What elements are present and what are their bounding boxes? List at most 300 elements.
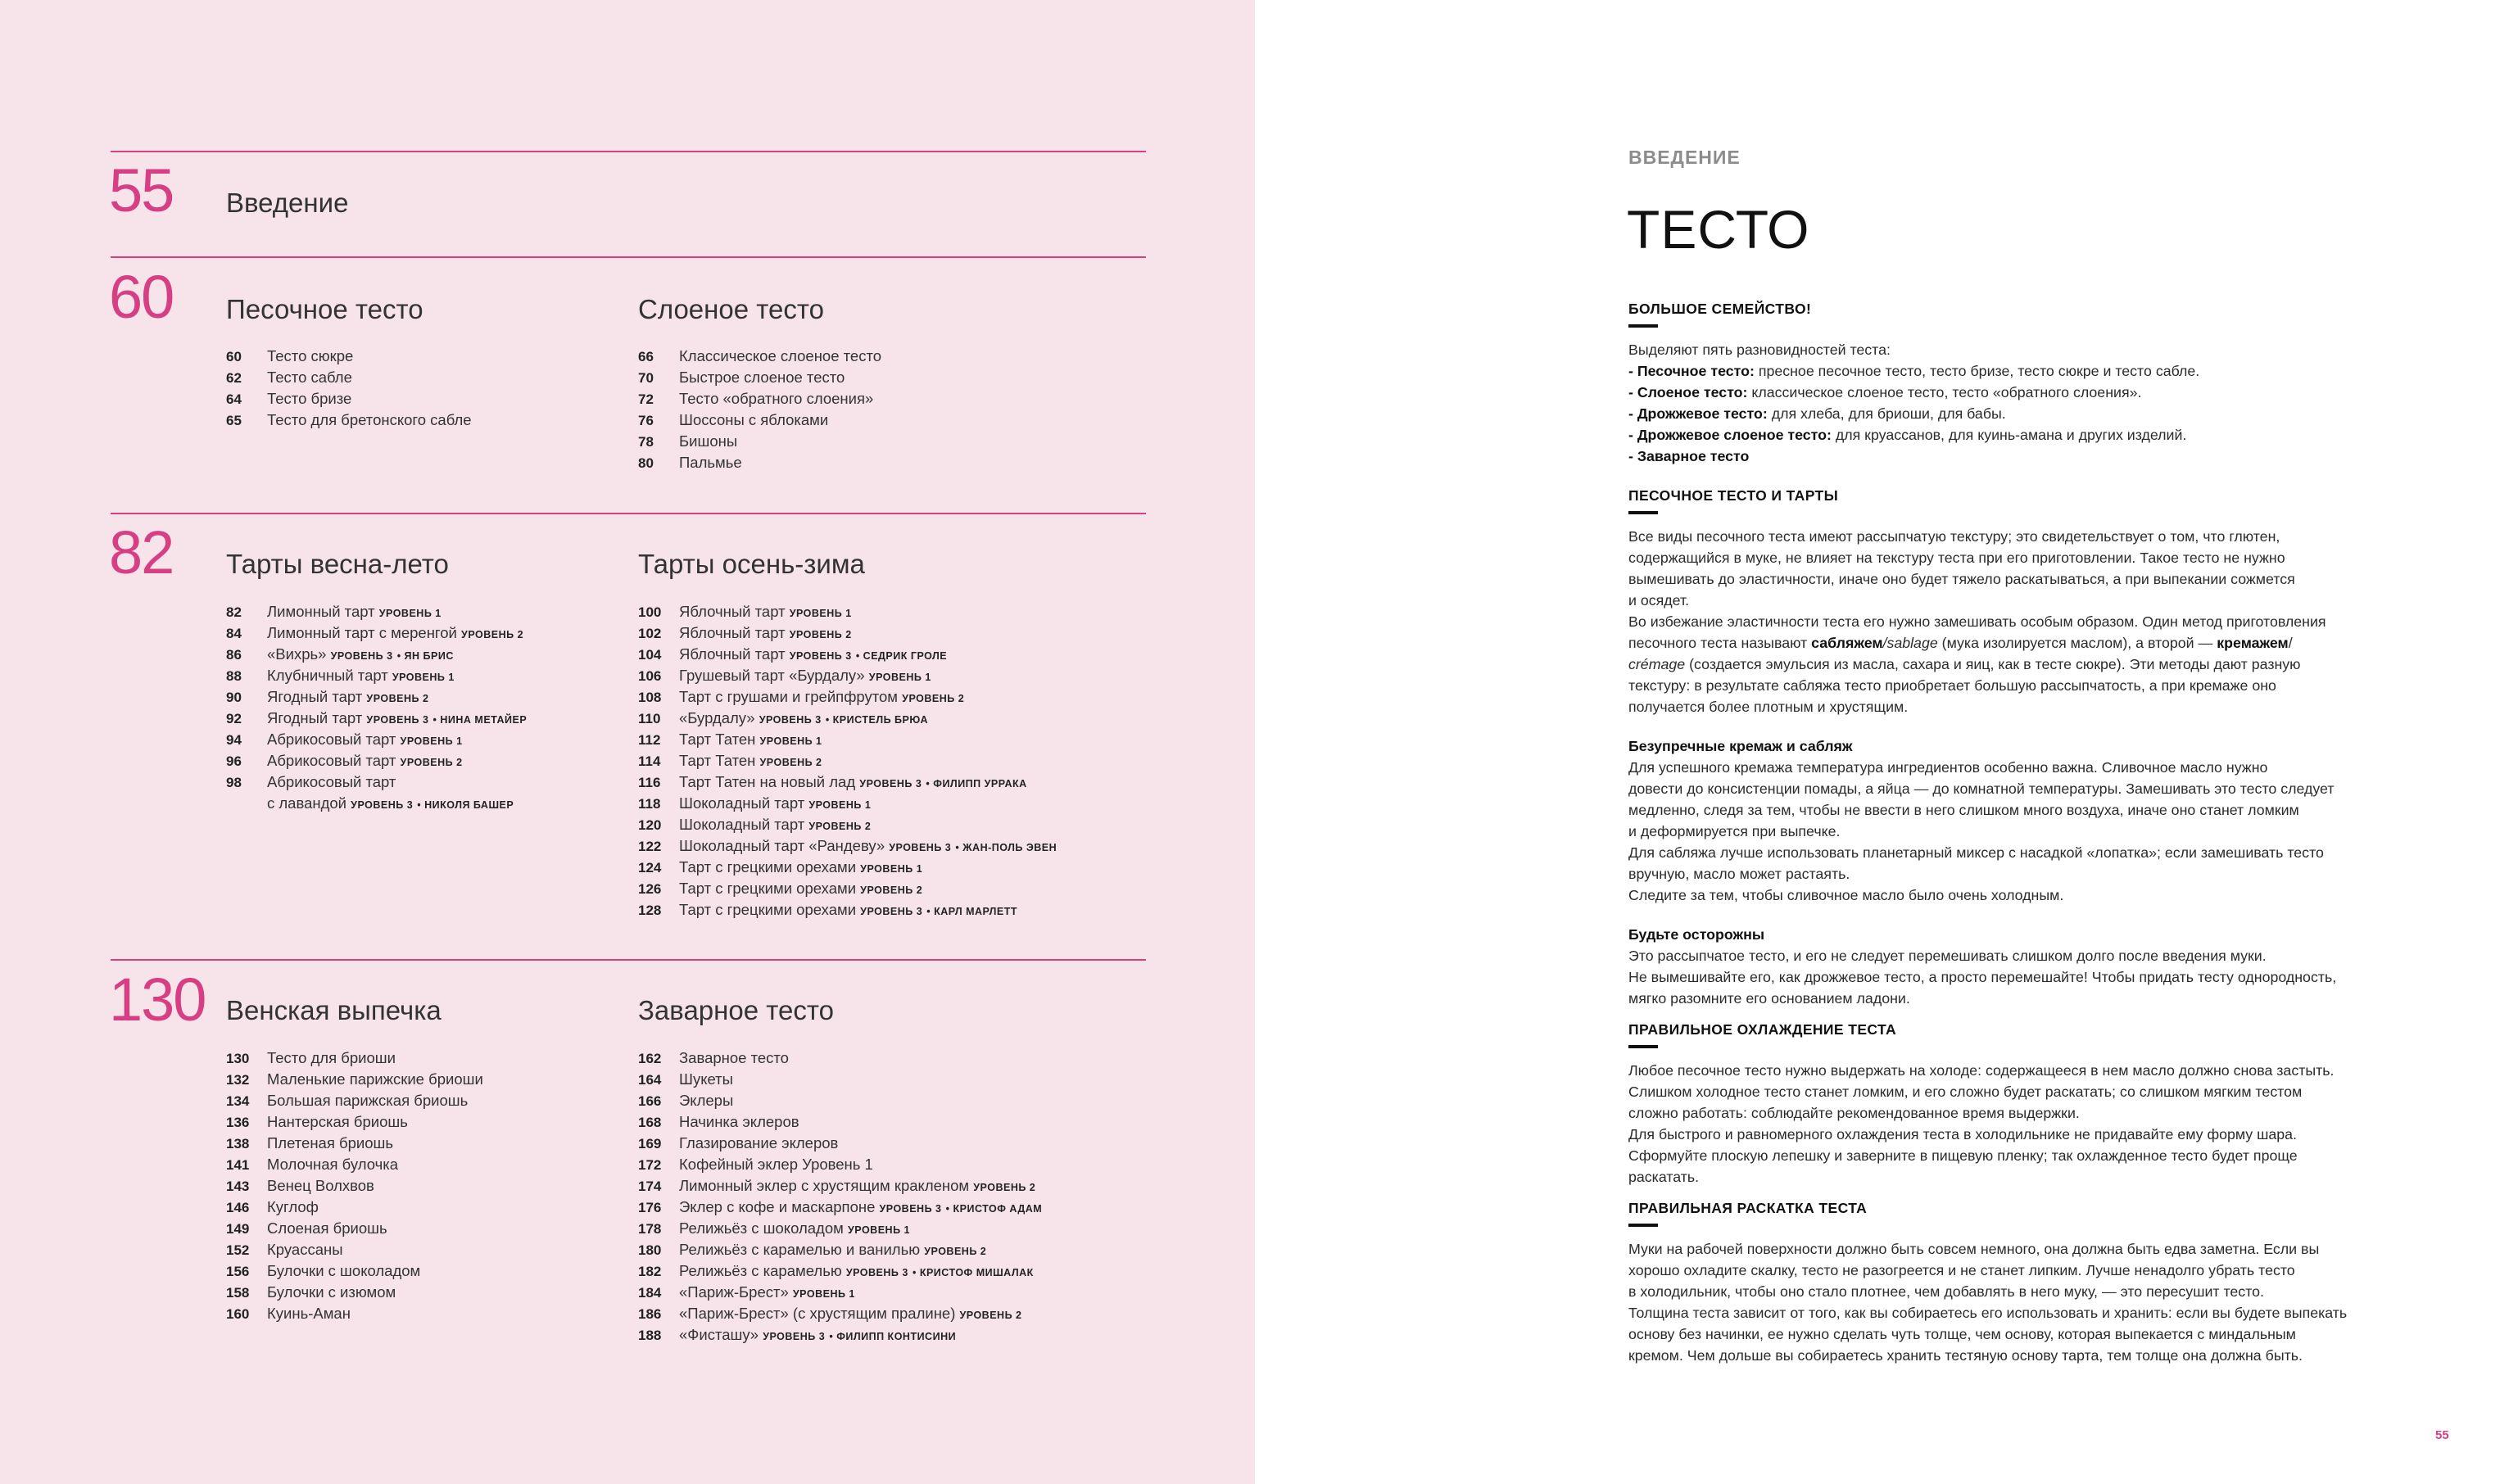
toc-entry-title: Тесто для бриоши bbox=[267, 1049, 396, 1066]
toc-author: • НИНА МЕТАЙЕР bbox=[432, 714, 528, 726]
toc-level-badge: УРОВЕНЬ 2 bbox=[400, 757, 463, 768]
toc-page-number: 166 bbox=[638, 1093, 662, 1109]
toc-page-number: 118 bbox=[638, 796, 661, 812]
toc-page-number: 104 bbox=[638, 647, 662, 663]
toc-page-number: 158 bbox=[226, 1285, 250, 1301]
paragraph-line: сложно работать: соблюдайте рекомендованное время выдержки. bbox=[1628, 1105, 2080, 1121]
toc-entry[interactable] bbox=[638, 367, 881, 388]
toc-entry-title: Нантерская бриошь bbox=[267, 1113, 408, 1130]
toc-level-badge: УРОВЕНЬ 1 bbox=[868, 672, 931, 683]
toc-level-badge: УРОВЕНЬ 1 bbox=[378, 608, 442, 619]
article-title: ТЕСТО bbox=[1627, 199, 1810, 260]
toc-entry-title: Куинь-Аман bbox=[267, 1305, 351, 1322]
toc-page-number: 136 bbox=[226, 1115, 250, 1130]
toc-entry-title: Шоколадный тарт bbox=[679, 816, 805, 833]
paragraph-line: получается более плотным и хрустящим. bbox=[1628, 699, 1909, 715]
toc-author: • НИКОЛЯ БАШЕР bbox=[417, 799, 514, 811]
toc-author: • СЕДРИК ГРОЛЕ bbox=[855, 650, 948, 662]
toc-level-badge: УРОВЕНЬ 1 bbox=[860, 863, 923, 875]
paragraph-line: содержащийся в муке, не влияет на текстуру теста при его приготовлении. Такое тесто не нужно bbox=[1628, 550, 2285, 566]
paragraph-line: Слишком холодное тесто станет ломким, и его сложно будет раскатать; со слишком мягким тестом bbox=[1628, 1084, 2303, 1100]
paragraph-line: вручную, масло может растаять. bbox=[1628, 866, 1850, 882]
toc-entry-title: Ягодный тарт bbox=[267, 688, 363, 705]
subheading-cremage: Безупречные кремаж и сабляж bbox=[1628, 738, 1853, 754]
toc-author: • ФИЛИПП УРРАКА bbox=[926, 778, 1027, 790]
toc-entry-title: Куглоф bbox=[267, 1198, 319, 1215]
toc-level-badge: УРОВЕНЬ 3 bbox=[845, 1267, 908, 1278]
toc-page-number: 124 bbox=[638, 860, 662, 875]
toc-entry-title: Быстрое слоеное тесто bbox=[679, 369, 845, 386]
toc-level-badge: УРОВЕНЬ 2 bbox=[959, 1310, 1022, 1321]
toc-page-number: 90 bbox=[226, 690, 242, 705]
toc-entry-title: Яблочный тарт bbox=[679, 624, 786, 641]
toc-entry-title: Шукеты bbox=[679, 1070, 733, 1088]
heading-rolling: ПРАВИЛЬНАЯ РАСКАТКА ТЕСТА bbox=[1628, 1200, 1868, 1216]
toc-level-badge: УРОВЕНЬ 1 bbox=[392, 672, 455, 683]
heading-underline bbox=[1628, 324, 1658, 328]
toc-entry[interactable] bbox=[638, 1111, 1042, 1133]
toc-page-number: 72 bbox=[638, 391, 654, 407]
toc-page-number: 128 bbox=[638, 903, 662, 918]
toc-page-number: 78 bbox=[638, 434, 654, 450]
toc-page-number: 178 bbox=[638, 1221, 662, 1237]
toc-level-badge: УРОВЕНЬ 1 bbox=[808, 799, 872, 811]
heading-shortcrust: ПЕСОЧНОЕ ТЕСТО И ТАРТЫ bbox=[1628, 487, 1839, 504]
toc-list-autumn bbox=[638, 601, 1057, 921]
toc-entry[interactable] bbox=[226, 622, 527, 644]
toc-page-number: 88 bbox=[226, 668, 242, 684]
section-title-spring[interactable]: Тарты весна-лето bbox=[226, 549, 449, 579]
toc-level-badge: УРОВЕНЬ 2 bbox=[366, 693, 429, 704]
paragraph-line: Любое песочное тесто нужно выдержать на холоде: содержащееся в нем масло должно снова застыть. bbox=[1628, 1062, 2335, 1079]
toc-entry[interactable] bbox=[638, 708, 1057, 729]
toc-entry-title: Яблочный тарт bbox=[679, 603, 786, 620]
toc-page-number: 94 bbox=[226, 732, 242, 748]
toc-entry-title: Абрикосовый тарт bbox=[267, 773, 396, 790]
toc-entry[interactable] bbox=[638, 1175, 1042, 1197]
toc-page-number: 108 bbox=[638, 690, 662, 705]
toc-page-number: 120 bbox=[638, 817, 662, 833]
paragraph-line: Все виды песочного теста имеют рассыпчатую текстуру; это свидетельствует о том, что глютен, bbox=[1628, 528, 2280, 545]
paragraph bbox=[1628, 1060, 2415, 1188]
toc-entry[interactable] bbox=[226, 1047, 483, 1069]
toc-entry-title: Тесто бризе bbox=[267, 390, 352, 407]
toc-page-number: 64 bbox=[226, 391, 242, 407]
toc-entry[interactable] bbox=[638, 1090, 1042, 1111]
paragraph-line: Следите за тем, чтобы сливочное масло было очень холодным. bbox=[1628, 887, 2064, 903]
toc-entry-title: Тесто сюкре bbox=[267, 347, 354, 364]
toc-entry-title: Заварное тесто bbox=[679, 1049, 789, 1066]
toc-page-number: 76 bbox=[638, 413, 654, 428]
toc-entry-title: Круассаны bbox=[267, 1241, 343, 1258]
toc-page-number: 102 bbox=[638, 626, 662, 641]
heading-underline bbox=[1628, 1045, 1658, 1048]
paragraph bbox=[1628, 1238, 2415, 1366]
toc-page-number: 149 bbox=[226, 1221, 250, 1237]
toc-level-badge: УРОВЕНЬ 1 bbox=[789, 608, 852, 619]
paragraph-line: crémage (создается эмульсия из масла, сахара и яиц, как в тесте сюкре). Эти методы дают разную bbox=[1628, 656, 2301, 672]
section-number: 82 bbox=[109, 518, 174, 586]
toc-entry[interactable] bbox=[638, 750, 1057, 771]
toc-entry-title: Маленькие парижские бриоши bbox=[267, 1070, 483, 1088]
toc-entry[interactable] bbox=[226, 601, 527, 622]
toc-level-badge: УРОВЕНЬ 3 bbox=[351, 799, 414, 811]
toc-entry-title: «Фисташу» bbox=[679, 1326, 759, 1343]
toc-entry-title: Релижьёз с шоколадом bbox=[679, 1219, 844, 1237]
toc-entry[interactable] bbox=[226, 1090, 483, 1111]
toc-entry[interactable] bbox=[638, 1282, 1042, 1303]
toc-entry[interactable] bbox=[638, 601, 1057, 622]
toc-list-sand bbox=[226, 346, 472, 431]
paragraph-line: Муки на рабочей поверхности должно быть совсем немного, она должна быть едва заметна. Если вы bbox=[1628, 1241, 2320, 1257]
toc-level-badge: УРОВЕНЬ 3 bbox=[859, 778, 922, 790]
heading-cooling: ПРАВИЛЬНОЕ ОХЛАЖДЕНИЕ ТЕСТА bbox=[1628, 1021, 1897, 1038]
toc-entry-title: Кофейный эклер Уровень 1 bbox=[679, 1156, 873, 1173]
toc-entry-title: Лимонный тарт bbox=[267, 603, 375, 620]
toc-level-badge: УРОВЕНЬ 3 bbox=[879, 1203, 942, 1215]
toc-entry[interactable] bbox=[638, 1239, 1042, 1260]
toc-level-badge: УРОВЕНЬ 2 bbox=[924, 1246, 987, 1257]
section-title-choux[interactable]: Заварное тесто bbox=[638, 995, 834, 1025]
toc-author: • КАРЛ МАРЛЕТТ bbox=[926, 906, 1017, 917]
toc-page-number: 62 bbox=[226, 370, 242, 386]
toc-level-badge: УРОВЕНЬ 1 bbox=[400, 735, 463, 747]
toc-entry[interactable] bbox=[638, 1047, 1042, 1069]
paragraph-line: раскатать. bbox=[1628, 1169, 1700, 1185]
toc-entry[interactable] bbox=[638, 452, 881, 473]
toc-entry[interactable] bbox=[226, 1111, 483, 1133]
section-title-intro[interactable]: Введение bbox=[226, 188, 349, 218]
toc-entry-title: Релижьёз с карамелью bbox=[679, 1262, 842, 1279]
toc-level-badge: УРОВЕНЬ 2 bbox=[973, 1182, 1036, 1193]
toc-entry-title: Эклер с кофе и маскарпоне bbox=[679, 1198, 876, 1215]
toc-level-badge: УРОВЕНЬ 1 bbox=[848, 1224, 910, 1236]
toc-entry-title: Булочки с изюмом bbox=[267, 1283, 396, 1301]
paragraph-line: Сформуйте плоскую лепешку и заверните в пищевую пленку; так охлажденное тесто будет проще bbox=[1628, 1147, 2298, 1164]
toc-author: • ЖАН-ПОЛЬ ЭВЕН bbox=[955, 842, 1057, 853]
toc-level-badge: УРОВЕНЬ 2 bbox=[808, 821, 872, 832]
toc-level-badge: УРОВЕНЬ 3 bbox=[789, 650, 852, 662]
toc-entry-title: Шоколадный тарт «Рандеву» bbox=[679, 837, 885, 854]
toc-level-badge: УРОВЕНЬ 2 bbox=[860, 885, 923, 896]
paragraph-line: хорошо охладите скалку, тесто не разогреется и не станет липким. Лучше ненадолго убрать тесто bbox=[1628, 1262, 2295, 1278]
list-item: - Дрожжевое слоеное тесто: для круассанов, для куинь-амана и других изделий. bbox=[1628, 427, 2187, 443]
toc-page-number: 122 bbox=[638, 839, 662, 854]
toc-page-number: 156 bbox=[226, 1264, 250, 1279]
toc-author: • ЯН БРИС bbox=[396, 650, 454, 662]
paragraph-line: и осядет. bbox=[1628, 592, 1690, 609]
section-rule bbox=[111, 256, 1146, 258]
paragraph-line: Это рассыпчатое тесто, и его не следует перемешивать слишком долго после введения муки. bbox=[1628, 948, 2267, 964]
paragraph-line: кремом. Чем дольше вы собираетесь хранить тестяную основу тарта, тем толще она должна быть. bbox=[1628, 1347, 2303, 1364]
toc-level-badge: УРОВЕНЬ 1 bbox=[792, 1288, 855, 1300]
toc-page-number: 176 bbox=[638, 1200, 662, 1215]
toc-page-number: 143 bbox=[226, 1179, 250, 1194]
toc-entry[interactable] bbox=[226, 665, 527, 686]
toc-entry-title: Ягодный тарт bbox=[267, 709, 363, 726]
toc-page-number: 164 bbox=[638, 1072, 662, 1088]
toc-page-number: 172 bbox=[638, 1157, 662, 1173]
toc-entry[interactable] bbox=[638, 729, 1057, 750]
toc-entry[interactable] bbox=[638, 793, 1057, 814]
toc-entry[interactable] bbox=[638, 665, 1057, 686]
toc-level-badge: УРОВЕНЬ 2 bbox=[789, 629, 852, 640]
heading-underline bbox=[1628, 511, 1658, 514]
toc-entry[interactable] bbox=[638, 409, 881, 431]
toc-entry[interactable] bbox=[638, 388, 881, 409]
toc-page-number: 182 bbox=[638, 1264, 662, 1279]
toc-level-badge: УРОВЕНЬ 3 bbox=[366, 714, 429, 726]
toc-entry-title: Глазирование эклеров bbox=[679, 1134, 839, 1151]
toc-entry-title: с лавандой bbox=[267, 794, 347, 812]
toc-page-number: 82 bbox=[226, 604, 242, 620]
toc-level-badge: УРОВЕНЬ 3 bbox=[763, 1331, 826, 1342]
section-number: 60 bbox=[109, 263, 174, 331]
paragraph-line: довести до консистенции помады, а яйца — до комнатной температуры. Замешивать это тесто следует bbox=[1628, 780, 2335, 797]
toc-page-number: 100 bbox=[638, 604, 662, 620]
toc-entry[interactable] bbox=[638, 1303, 1042, 1324]
section-rule bbox=[111, 151, 1146, 152]
toc-entry[interactable] bbox=[638, 1069, 1042, 1090]
article-body bbox=[1628, 298, 2415, 1366]
list-item: - Слоеное тесто: классическое слоеное тесто, тесто «обратного слоения». bbox=[1628, 384, 2142, 400]
toc-entry[interactable] bbox=[638, 771, 1057, 793]
toc-author: • КРИСТЕЛЬ БРЮА bbox=[825, 714, 928, 726]
toc-level-badge: УРОВЕНЬ 2 bbox=[902, 693, 965, 704]
toc-entry-title: Шоколадный тарт bbox=[679, 794, 805, 812]
toc-page-number: 106 bbox=[638, 668, 662, 684]
toc-page-number: 98 bbox=[226, 775, 242, 790]
article-eyebrow: ВВЕДЕНИЕ bbox=[1628, 147, 1741, 168]
toc-page-number: 138 bbox=[226, 1136, 250, 1151]
toc-page-number: 141 bbox=[226, 1157, 250, 1173]
toc-entry[interactable] bbox=[638, 644, 1057, 665]
toc-entry-title: Венец Волхвов bbox=[267, 1177, 374, 1194]
heading-big-family: БОЛЬШОЕ СЕМЕЙСТВО! bbox=[1628, 301, 1812, 317]
toc-entry-title: Тесто сабле bbox=[267, 369, 352, 386]
toc-entry-title: Абрикосовый тарт bbox=[267, 731, 396, 748]
section-title-sand[interactable]: Песочное тесто bbox=[226, 294, 423, 324]
toc-entry[interactable] bbox=[226, 1197, 483, 1218]
toc-entry[interactable] bbox=[638, 878, 1057, 899]
toc-entry[interactable] bbox=[226, 708, 527, 729]
toc-entry-title: «Бурдалу» bbox=[679, 709, 755, 726]
paragraph-line: и деформируется при выпечке. bbox=[1628, 823, 1841, 839]
toc-entry[interactable] bbox=[226, 388, 472, 409]
toc-entry-title: Слоеная бриошь bbox=[267, 1219, 387, 1237]
toc-entry[interactable] bbox=[226, 1218, 483, 1239]
toc-entry[interactable] bbox=[226, 409, 472, 431]
paragraph-line: текстуру: в результате сабляжа тесто приобретает большую рассыпчатость, а при кремаже оно bbox=[1628, 677, 2276, 694]
toc-page-number: 188 bbox=[638, 1328, 662, 1343]
toc-author: • ФИЛИПП КОНТИСИНИ bbox=[829, 1331, 957, 1342]
toc-entry-title: Плетеная бриошь bbox=[267, 1134, 393, 1151]
toc-level-badge: УРОВЕНЬ 2 bbox=[759, 757, 822, 768]
toc-page-number: 92 bbox=[226, 711, 242, 726]
toc-entry[interactable] bbox=[226, 793, 527, 814]
paragraph bbox=[1628, 526, 2415, 611]
toc-entry-title: Пальмье bbox=[679, 454, 742, 471]
paragraph-line: Толщина теста зависит от того, как вы собираетесь его использовать и хранить: если вы будете выпекать bbox=[1628, 1305, 2348, 1321]
toc-entry-title: Эклеры bbox=[679, 1092, 734, 1109]
toc-entry[interactable] bbox=[226, 367, 472, 388]
toc-page-number: 162 bbox=[638, 1051, 662, 1066]
section-title-viennese[interactable]: Венская выпечка bbox=[226, 995, 442, 1025]
toc-page-number: 60 bbox=[226, 349, 242, 364]
section-number: 55 bbox=[109, 156, 174, 224]
toc-entry-title: Булочки с шоколадом bbox=[267, 1262, 421, 1279]
toc-entry[interactable] bbox=[226, 729, 527, 750]
toc-page-number: 169 bbox=[638, 1136, 662, 1151]
toc-entry[interactable] bbox=[638, 899, 1057, 921]
dough-types-list bbox=[1628, 360, 2415, 467]
toc-page-number: 110 bbox=[638, 711, 661, 726]
toc-entry[interactable] bbox=[638, 1197, 1042, 1218]
toc-entry-title: Тарт с грецкими орехами bbox=[679, 901, 857, 918]
toc-page-number: 186 bbox=[638, 1306, 662, 1322]
paragraph-line: основу без начинки, ее нужно сделать чуть толще, чем основу, которая выпекается с миндальным bbox=[1628, 1326, 2296, 1342]
toc-page-number: 180 bbox=[638, 1242, 662, 1258]
toc-entry[interactable] bbox=[638, 686, 1057, 708]
toc-entry-title: Лимонный эклер с хрустящим кракленом bbox=[679, 1177, 970, 1194]
section-title-autumn[interactable]: Тарты осень-зима bbox=[638, 549, 865, 579]
list-item: - Песочное тесто: пресное песочное тесто, тесто бризе, тесто сюкре и тесто сабле. bbox=[1628, 363, 2200, 379]
toc-page-number: 70 bbox=[638, 370, 654, 386]
section-rule bbox=[111, 959, 1146, 961]
toc-entry[interactable] bbox=[638, 1324, 1042, 1346]
toc-list-choux bbox=[638, 1047, 1042, 1346]
paragraph bbox=[1628, 757, 2415, 906]
toc-entry-title: Тарт с грушами и грейпфрутом bbox=[679, 688, 899, 705]
paragraph-line: Для быстрого и равномерного охлаждения теста в холодильнике не придавайте ему форму шара. bbox=[1628, 1126, 2297, 1142]
toc-page-number: 84 bbox=[226, 626, 242, 641]
toc-entry[interactable] bbox=[226, 1282, 483, 1303]
toc-page-number: 114 bbox=[638, 753, 661, 769]
toc-entry[interactable] bbox=[226, 1069, 483, 1090]
toc-entry[interactable] bbox=[226, 1154, 483, 1175]
toc-entry-title: Релижьёз с карамелью и ванилью bbox=[679, 1241, 921, 1258]
toc-entry[interactable] bbox=[638, 346, 881, 367]
toc-page-number: 132 bbox=[226, 1072, 250, 1088]
toc-page-number: 130 bbox=[226, 1051, 250, 1066]
section-title-puff[interactable]: Слоеное тесто bbox=[638, 294, 824, 324]
section-number: 130 bbox=[109, 966, 206, 1034]
article-page bbox=[1255, 0, 2518, 1484]
toc-entry[interactable] bbox=[226, 1260, 483, 1282]
toc-entry[interactable] bbox=[226, 1133, 483, 1154]
paragraph-line: мягко разомните его основанием ладони. bbox=[1628, 990, 1910, 1007]
toc-entry[interactable] bbox=[638, 814, 1057, 835]
toc-page-number: 160 bbox=[226, 1306, 250, 1322]
toc-page-number: 112 bbox=[638, 732, 661, 748]
toc-entry-title: Лимонный тарт с меренгой bbox=[267, 624, 457, 641]
toc-entry[interactable] bbox=[226, 771, 527, 793]
heading-underline bbox=[1628, 1224, 1658, 1227]
toc-page-number: 126 bbox=[638, 881, 662, 897]
toc-entry[interactable] bbox=[226, 346, 472, 367]
toc-entry-title: «Париж-Брест» bbox=[679, 1283, 789, 1301]
toc-entry[interactable] bbox=[226, 750, 527, 771]
toc-page-number: 96 bbox=[226, 753, 242, 769]
toc-page-number: 116 bbox=[638, 775, 661, 790]
toc-entry-title: Тарт с грецкими орехами bbox=[679, 880, 857, 897]
toc-entry-title: Тарт с грецкими орехами bbox=[679, 858, 857, 875]
toc-author: • КРИСТОФ МИШАЛАК bbox=[912, 1267, 1034, 1278]
toc-level-badge: УРОВЕНЬ 2 bbox=[461, 629, 524, 640]
toc-entry[interactable] bbox=[226, 686, 527, 708]
toc-entry[interactable] bbox=[638, 431, 881, 452]
list-item: - Дрожжевое тесто: для хлеба, для бриоши, для бабы. bbox=[1628, 405, 2006, 422]
toc-level-badge: УРОВЕНЬ 3 bbox=[330, 650, 393, 662]
paragraph-line: медленно, следя за тем, чтобы не ввести в него слишком много воздуха, иначе оно станет ломким bbox=[1628, 802, 2299, 818]
toc-list-puff bbox=[638, 346, 881, 473]
paragraph-line: вымешивать до эластичности, иначе оно будет тяжело раскатываться, а при выпекании сожмется bbox=[1628, 571, 2295, 587]
paragraph-line: Во избежание эластичности теста его нужно замешивать особым образом. Один метод приготовления bbox=[1628, 613, 2326, 630]
paragraph: Выделяют пять разновидностей теста: bbox=[1628, 342, 1891, 358]
toc-page-number: 66 bbox=[638, 349, 654, 364]
toc-entry[interactable] bbox=[638, 1133, 1042, 1154]
toc-entry-title: Тарт Татен bbox=[679, 752, 756, 769]
toc-entry-title: Абрикосовый тарт bbox=[267, 752, 396, 769]
toc-entry[interactable] bbox=[638, 835, 1057, 857]
toc-entry[interactable] bbox=[638, 622, 1057, 644]
paragraph-line: Для сабляжа лучше использовать планетарный миксер с насадкой «лопатка»; если замешивать тесто bbox=[1628, 844, 2324, 861]
subheading-careful: Будьте осторожны bbox=[1628, 926, 1765, 943]
toc-entry[interactable] bbox=[226, 1175, 483, 1197]
paragraph-line: в холодильник, чтобы оно стало плотнее, чем добавлять в него муку, — это пересушит тесто. bbox=[1628, 1283, 2264, 1300]
toc-entry-title: Тарт Татен на новый лад bbox=[679, 773, 856, 790]
toc-entry-title: Тесто для бретонского сабле bbox=[267, 411, 472, 428]
toc-page-number: 65 bbox=[226, 413, 242, 428]
toc-entry[interactable] bbox=[226, 644, 527, 665]
toc-entry-title: Бишоны bbox=[679, 432, 738, 450]
list-item: - Заварное тесто bbox=[1628, 448, 1750, 464]
section-rule bbox=[111, 513, 1146, 514]
toc-entry-title: Тесто «обратного слоения» bbox=[679, 390, 874, 407]
toc-entry[interactable] bbox=[638, 1218, 1042, 1239]
paragraph-line: Не вымешивайте его, как дрожжевое тесто, а просто перемешайте! Чтобы придать тесту однородность, bbox=[1628, 969, 2337, 985]
toc-author: • КРИСТОФ АДАМ bbox=[945, 1203, 1043, 1215]
page-number: 55 bbox=[2435, 1428, 2449, 1442]
toc-page-number: 184 bbox=[638, 1285, 662, 1301]
toc-page-number: 86 bbox=[226, 647, 242, 663]
toc-entry-title: Классическое слоеное тесто bbox=[679, 347, 882, 364]
toc-entry-title: «Вихрь» bbox=[267, 645, 327, 663]
toc-page-number: 80 bbox=[638, 455, 654, 471]
toc-entry[interactable] bbox=[638, 1260, 1042, 1282]
toc-page-number: 174 bbox=[638, 1179, 662, 1194]
toc-entry-title: Начинка эклеров bbox=[679, 1113, 799, 1130]
toc-entry[interactable] bbox=[638, 1154, 1042, 1175]
toc-list-spring bbox=[226, 601, 527, 814]
toc-entry-title: Яблочный тарт bbox=[679, 645, 786, 663]
paragraph-line: Для успешного кремажа температура ингредиентов особенно важна. Сливочное масло нужно bbox=[1628, 759, 2268, 776]
toc-page-number: 168 bbox=[638, 1115, 662, 1130]
toc-page-number: 146 bbox=[226, 1200, 250, 1215]
paragraph-line: песочного теста называют сабляжем/sablage (мука изолируется маслом), а второй — кремажем/ bbox=[1628, 635, 2293, 651]
toc-entry-title: «Париж-Брест» (с хрустящим пралине) bbox=[679, 1305, 956, 1322]
toc-level-badge: УРОВЕНЬ 3 bbox=[860, 906, 923, 917]
toc-entry[interactable] bbox=[226, 1303, 483, 1324]
toc-entry-title: Клубничный тарт bbox=[267, 667, 388, 684]
toc-entry-title: Большая парижская бриошь bbox=[267, 1092, 469, 1109]
toc-entry[interactable] bbox=[226, 1239, 483, 1260]
toc-entry[interactable] bbox=[638, 857, 1057, 878]
toc-level-badge: УРОВЕНЬ 1 bbox=[759, 735, 822, 747]
toc-entry-title: Грушевый тарт «Бурдалу» bbox=[679, 667, 865, 684]
toc-page-number: 134 bbox=[226, 1093, 250, 1109]
toc-entry-title: Тарт Татен bbox=[679, 731, 756, 748]
